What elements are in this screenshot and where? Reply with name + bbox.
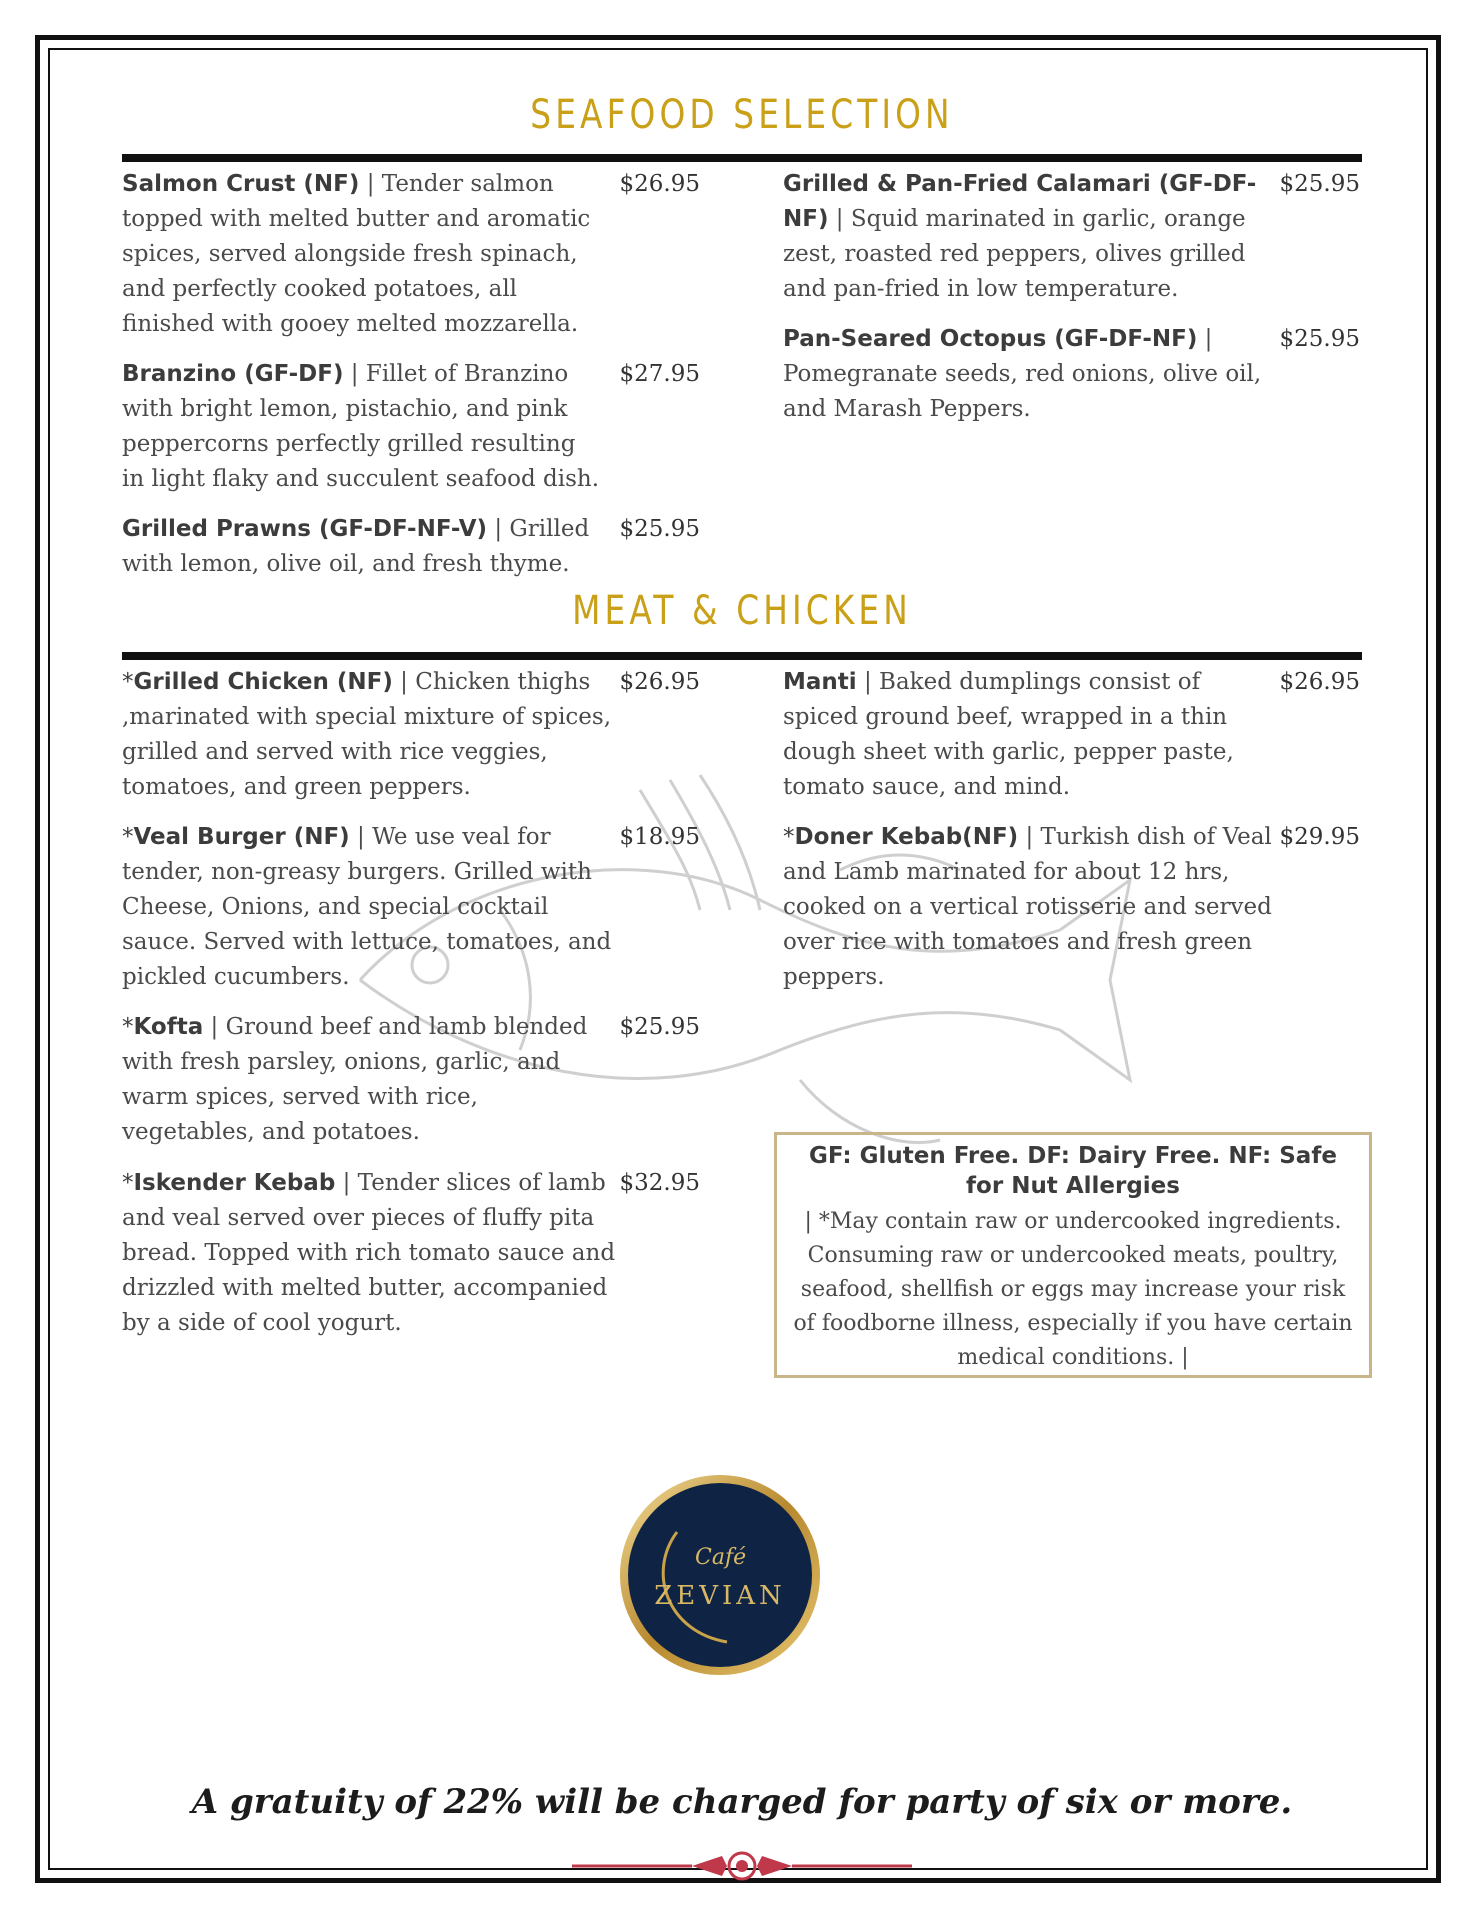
menu-item-grilled-chicken xyxy=(122,665,627,805)
item-sep: | xyxy=(335,1170,358,1196)
item-sep: | xyxy=(392,669,416,695)
section-rule-meat xyxy=(122,652,1362,660)
allergy-note-body: | *May contain raw or undercooked ingredients. Consuming raw or undercooked meats, poultry, seafood, shellfish or eggs may increase your risk of foodborne illness, especially if you have certain medical conditions. | xyxy=(793,1209,1353,1370)
item-price: $32.95 xyxy=(619,1170,700,1196)
item-desc: We use veal for tender, non-greasy burgers. Grilled with Cheese, Onions, and special cocktail sauce. Served with lettuce, tomatoes, and pickled cucumbers. xyxy=(122,824,612,990)
item-star: * xyxy=(122,1014,134,1040)
item-star: * xyxy=(122,1170,134,1196)
item-desc: Ground beef and lamb blended with fresh parsley, onions, garlic, and warm spices, served with rice, vegetables, and potatoes. xyxy=(122,1014,588,1145)
menu-item-doner-kebab xyxy=(783,820,1288,995)
item-sep: | xyxy=(856,669,880,695)
item-name: Kofta xyxy=(133,1014,204,1040)
menu-item-veal-burger xyxy=(122,820,622,995)
item-price: $29.95 xyxy=(1279,824,1360,850)
item-desc: Grilled with lemon, olive oil, and fresh thyme. xyxy=(122,516,590,577)
logo-script-text: Café xyxy=(695,1545,747,1570)
item-desc: Pomegranate seeds, red onions, olive oil, and Marash Peppers. xyxy=(783,361,1262,422)
allergy-note-title: GF: Gluten Free. DF: Dairy Free. NF: Safe for Nut Allergies xyxy=(809,1143,1337,1199)
item-desc: Tender slices of lamb and veal served over pieces of fluffy pita bread. Topped with rich tomato sauce and drizzled with melted butter, accompanied by a side of cool yogurt. xyxy=(122,1170,616,1336)
section-title-meat: MEAT & CHICKEN xyxy=(572,588,912,634)
item-price: $26.95 xyxy=(619,669,700,695)
item-sep: | xyxy=(1197,326,1213,352)
item-name: Grilled & Pan-Fried Calamari (GF-DF-NF) xyxy=(783,171,1257,232)
item-sep: | xyxy=(1018,824,1041,850)
item-name: Iskender Kebab xyxy=(133,1170,336,1196)
item-desc: Tender salmon topped with melted butter and aromatic spices, served alongside fresh spinach, and perfectly cooked potatoes, all finished with gooey melted mozzarella. xyxy=(122,171,591,337)
divider-ornament xyxy=(572,1848,912,1884)
item-desc: Chicken thighs ,marinated with special mixture of spices, grilled and served with rice veggies, tomatoes, and green peppers. xyxy=(122,669,612,800)
item-name: Branzino (GF-DF) xyxy=(122,361,344,387)
item-name: Grilled Chicken (NF) xyxy=(133,669,393,695)
item-price: $26.95 xyxy=(1279,669,1360,695)
item-price: $27.95 xyxy=(619,361,700,387)
item-sep: | xyxy=(828,206,851,232)
menu-item-manti xyxy=(783,665,1278,805)
menu-item-kofta xyxy=(122,1010,612,1150)
item-price: $25.95 xyxy=(1279,171,1360,197)
gratuity-notice: A gratuity of 22% will be charged for party of six or more. xyxy=(191,1782,1293,1822)
logo-name-text: ZEVIAN xyxy=(654,1581,786,1611)
item-sep: | xyxy=(343,361,366,387)
item-sep: | xyxy=(487,516,510,542)
menu-item-iskender-kebab xyxy=(122,1166,622,1341)
allergy-note-box xyxy=(774,1132,1372,1378)
item-price: $25.95 xyxy=(619,516,700,542)
item-star: * xyxy=(122,824,134,850)
item-name: Grilled Prawns (GF-DF-NF-V) xyxy=(122,516,488,542)
menu-item-octopus xyxy=(783,322,1283,427)
item-name: Doner Kebab(NF) xyxy=(794,824,1019,850)
item-price: $18.95 xyxy=(619,824,700,850)
menu-item-grilled-prawns xyxy=(122,512,592,582)
menu-item-branzino xyxy=(122,357,602,497)
item-sep: | xyxy=(203,1014,226,1040)
item-sep: | xyxy=(349,824,373,850)
item-desc: Turkish dish of Veal and Lamb marinated for about 12 hrs, cooked on a vertical rotisserie and served over rice with tomatoes and fresh green peppers. xyxy=(783,824,1272,990)
item-desc: Fillet of Branzino with bright lemon, pistachio, and pink peppercorns perfectly grilled resulting in light flaky and succulent seafood dish. xyxy=(122,361,600,492)
item-star: * xyxy=(122,669,134,695)
section-rule-seafood xyxy=(122,154,1362,162)
cafe-zevian-logo xyxy=(617,1472,823,1678)
menu-item-calamari xyxy=(783,167,1273,307)
item-desc: Baked dumplings consist of spiced ground beef, wrapped in a thin dough sheet with garlic, pepper paste, tomato sauce, and mind. xyxy=(783,669,1234,800)
item-name: Salmon Crust (NF) xyxy=(122,171,360,197)
item-desc: Squid marinated in garlic, orange zest, roasted red peppers, olives grilled and pan-fried in low temperature. xyxy=(783,206,1246,302)
item-name: Manti xyxy=(783,669,857,695)
item-price: $26.95 xyxy=(619,171,700,197)
item-sep: | xyxy=(359,171,382,197)
item-price: $25.95 xyxy=(1279,326,1360,352)
item-star: * xyxy=(783,824,795,850)
section-title-seafood: SEAFOOD SELECTION xyxy=(530,92,954,138)
item-price: $25.95 xyxy=(619,1014,700,1040)
item-name: Pan-Seared Octopus (GF-DF-NF) xyxy=(783,326,1198,352)
menu-item-salmon-crust xyxy=(122,167,602,342)
item-name: Veal Burger (NF) xyxy=(133,824,350,850)
